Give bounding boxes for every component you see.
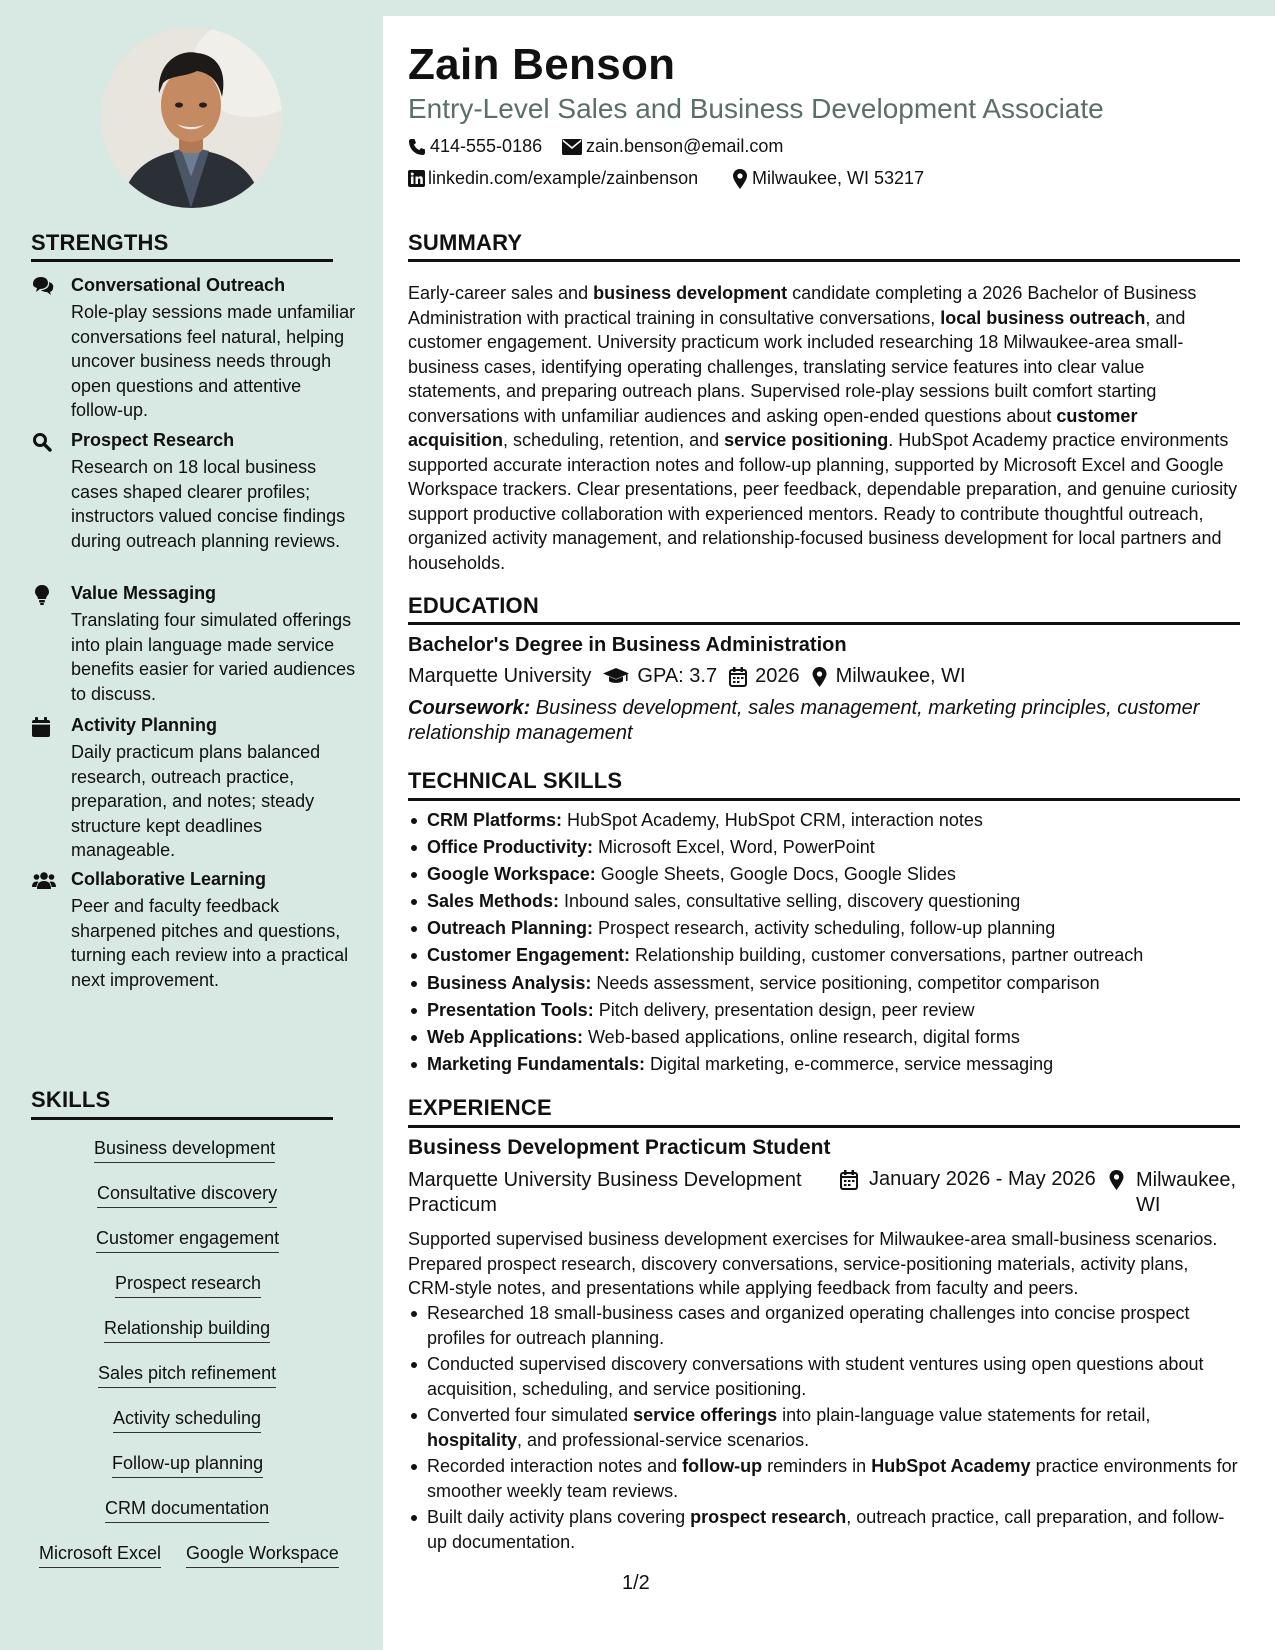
skill-category: Marketing Fundamentals: [427,1053,646,1074]
strength-title: Conversational Outreach [71,275,286,295]
list-item [408,834,1240,861]
strengths-divider [31,259,333,262]
text-run: into plain-language value statements for retail, [777,1405,1151,1425]
location-text: Milwaukee, WI 53217 [752,168,925,188]
experience-bullets [408,1301,1240,1556]
job-location [1109,1168,1249,1218]
list-item [408,997,1240,1024]
gpa: GPA: 3.7 [637,665,718,687]
email-address: zain.benson@email.com [586,136,784,156]
comments-icon [32,277,54,297]
summary-heading: SUMMARY [408,230,523,255]
text-run: Recorded interaction notes and [427,1456,683,1476]
text-run: Built daily activity plans covering [427,1507,691,1527]
text-run: , and professional-service scenarios. [517,1429,810,1450]
list-item [408,807,1240,834]
skill-values: Prospect research, activity scheduling, follow-up planning [593,918,1056,939]
top-strip [0,0,1275,16]
text-run: Converted four simulated [427,1405,634,1425]
strength-title: Value Messaging [71,583,217,603]
location-text: Milwaukee, WI [1136,1169,1237,1216]
users-icon [32,871,54,891]
list-item [408,1352,1240,1401]
emphasis-text: service positioning [724,430,889,450]
text-run: reminders in [762,1456,872,1476]
linkedin-url: linkedin.com/example/zainbenson [428,168,699,188]
list-item [408,970,1240,997]
skill-category: Business Analysis: [427,972,592,993]
skill-tag: Sales pitch refinement [98,1363,276,1388]
list-item [408,1454,1240,1503]
technical-skills-heading: TECHNICAL SKILLS [408,768,623,793]
list-item [408,1505,1240,1554]
skill-category: Sales Methods: [427,891,560,912]
graduation-cap-icon [603,667,629,687]
skill-category: Office Productivity: [427,837,594,858]
location-contact [733,168,924,189]
strength-body: Peer and faculty feedback sharpened pitches and questions, turning each review into a practical next improvement. [71,896,349,990]
education-meta [408,665,966,688]
search-icon [32,432,54,452]
text-run: . HubSpot Academy practice environments supported accurate interaction notes and follow-up planning, supported by Microsoft Excel and Google Workspace trackers. Clear presentations, peer feedback, dependable preparation, and genuine curiosity support productive collaboration with experienced mentors. Ready to contribute thoughtful outreach, organized activity management, and relationship-focused business development for local partners and households. [408,430,1238,573]
strength-title: Prospect Research [71,430,235,450]
skill-values: Relationship building, customer conversations, partner outreach [630,945,1144,966]
list-item [408,942,1240,969]
envelope-icon [562,138,582,156]
emphasis-text: prospect research [690,1507,847,1527]
lightbulb-icon [32,585,54,605]
job-description: Supported supervised business development exercises for Milwaukee-area small-business scenarios. Prepared prospect research, discovery conversations, service-positioning materials, activity plans, CRM-style notes, and presentations while applying feedback from faculty and peers. [408,1229,1218,1298]
skill-tag: Customer engagement [96,1228,279,1253]
summary-divider [408,259,1240,262]
linkedin-contact [408,168,698,189]
map-pin-icon [1109,1170,1129,1190]
phone-number: 414-555-0186 [430,136,543,156]
date-range: January 2026 - May 2026 [869,1168,1096,1190]
skill-tag: Follow-up planning [112,1453,263,1478]
text-run: , and customer engagement. University practicum work included researching 18 Milwaukee-area small-business cases, identifying operating challenges, translating service features into clear value statements, and preparing outreach plans. Supervised role-play sessions built comfort starting conversations with unfamiliar audiences and asking open-ended questions about [408,307,1186,426]
emphasis-text: service offerings [633,1405,778,1425]
phone-contact [408,136,542,157]
text-run: practice environments for smoother weekly team reviews. [427,1456,1238,1501]
strength-title: Collaborative Learning [71,869,267,889]
text-run: , scheduling, retention, and [503,430,725,450]
job-title: Business Development Practicum Student [408,1136,831,1159]
skill-category: Customer Engagement: [427,945,631,966]
skill-category: Web Applications: [427,1026,584,1047]
technical-skills-list [408,807,1240,1078]
graduation-year: 2026 [755,665,800,687]
experience-divider [408,1125,1240,1128]
profile-photo [101,27,282,208]
text-run: Early-career sales and [408,283,594,303]
strength-body: Daily practicum plans balanced research, outreach practice, preparation, and notes; steady structure kept deadlines manageable. [71,742,321,860]
map-pin-icon [733,169,747,189]
calendar-icon [840,1170,860,1190]
candidate-title: Entry-Level Sales and Business Development Associate [408,93,1104,124]
degree-title: Bachelor's Degree in Business Administration [408,634,847,656]
list-item [408,1024,1240,1051]
coursework-list: Business development, sales management, marketing principles, customer relationship management [408,697,1200,744]
emphasis-text: hospitality [427,1429,518,1450]
skill-tag: Activity scheduling [113,1408,261,1433]
avatar [101,27,282,208]
education-divider [408,622,1240,625]
education-heading: EDUCATION [408,593,539,618]
list-item [408,861,1240,888]
skill-tag: Google Workspace [186,1543,339,1568]
map-pin-icon [812,667,828,687]
skill-values: Pitch delivery, presentation design, peer review [593,999,975,1020]
experience-heading: EXPERIENCE [408,1095,552,1120]
skill-values: HubSpot Academy, HubSpot CRM, interaction notes [562,810,983,830]
emphasis-text: customer acquisition [408,405,1138,450]
skill-values: Microsoft Excel, Word, PowerPoint [593,837,875,858]
skill-tag: Prospect research [115,1273,261,1298]
skill-values: Digital marketing, e-commerce, service messaging [645,1053,1054,1074]
strengths-heading: STRENGTHS [31,230,169,255]
skill-values: Needs assessment, service positioning, competitor comparison [591,972,1100,993]
text-run: candidate completing a 2026 Bachelor of Business Administration with practical training in consultative conversations, [408,283,1197,328]
list-item [408,915,1240,942]
calendar-icon [32,717,54,737]
skill-tag: Consultative discovery [97,1183,277,1208]
page-number: 1/2 [622,1572,650,1594]
skill-category: Outreach Planning: [427,918,594,939]
candidate-name: Zain Benson [408,40,676,89]
phone-icon [408,138,426,156]
strength-title: Activity Planning [71,715,218,735]
skill-tag: Relationship building [104,1318,270,1343]
list-item [408,1301,1240,1350]
skill-category: CRM Platforms: [427,810,563,830]
list-item [408,1051,1240,1078]
skill-tag: Business development [94,1138,275,1163]
skill-tag: Microsoft Excel [39,1543,161,1568]
strength-body: Translating four simulated offerings into plain language made service benefits easier for varied audiences to discuss. [71,610,356,704]
coursework-label: Coursework: [408,697,531,719]
text-run: Researched 18 small-business cases and organized operating challenges into concise prospect profiles for outreach planning. [427,1303,1190,1348]
text-run: Conducted supervised discovery conversations with student ventures using open questions about acquisition, scheduling, and service positioning. [427,1354,1204,1399]
list-item [408,888,1240,915]
strength-body: Research on 18 local business cases shaped clearer profiles; instructors valued concise findings during outreach planning reviews. [71,457,346,551]
emphasis-text: HubSpot Academy [871,1456,1031,1476]
skill-values: Web-based applications, online research, digital forms [583,1026,1020,1047]
email-contact [562,136,783,157]
list-item [408,1403,1240,1452]
emphasis-text: business development [593,283,788,303]
skill-values: Google Sheets, Google Docs, Google Slides [595,864,956,885]
calendar-icon [729,667,747,687]
school-location: Milwaukee, WI [835,665,966,687]
strength-body: Role-play sessions made unfamiliar conversations feel natural, helping uncover business needs through open questions and attentive follow-up. [71,302,356,420]
skills-divider [31,1117,333,1120]
linkedin-icon [408,170,425,187]
emphasis-text: follow-up [682,1456,763,1476]
skill-category: Google Workspace: [427,864,596,885]
skills-heading: SKILLS [31,1087,111,1112]
skill-values: Inbound sales, consultative selling, discovery questioning [559,891,1021,912]
organization: Marquette University Business Development Practicum [408,1169,802,1216]
school-name: Marquette University [408,665,592,687]
text-run: , outreach practice, call preparation, and follow-up documentation. [427,1507,1225,1552]
employment-dates [840,1168,1096,1191]
skill-tag: CRM documentation [105,1498,269,1523]
technical-skills-divider [408,798,1240,801]
coursework [408,696,1240,746]
skill-category: Presentation Tools: [427,999,594,1020]
summary-text [408,281,1240,575]
emphasis-text: local business outreach [940,307,1146,328]
